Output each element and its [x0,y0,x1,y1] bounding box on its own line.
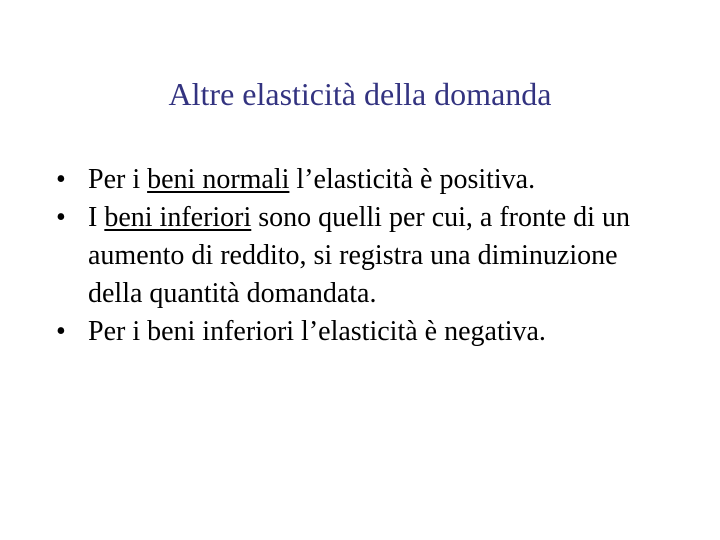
bullet-text-pre: Per i beni inferiori l’elasticità è negativa. [88,316,546,347]
bullet-item [56,161,676,199]
bullet-text-pre: Per i [88,164,148,195]
underlined-term: beni inferiori [104,202,252,233]
bullet-text-post: sono quelli per cui, a fronte di un aumento di reddito, si registra una diminuzione della quantità domandata. [88,202,630,309]
bullet-dot-icon: • [56,202,66,233]
underlined-term: beni normali [147,164,290,195]
bullet-list [56,161,676,351]
bullet-item [56,313,676,351]
bullet-item [56,199,676,313]
bullet-dot-icon: • [56,164,66,195]
bullet-text-post: l’elasticità è positiva. [289,164,536,195]
bullet-text-pre: I [88,202,105,233]
slide-title: Altre elasticità della domanda [168,76,552,112]
bullet-dot-icon: • [56,316,66,347]
